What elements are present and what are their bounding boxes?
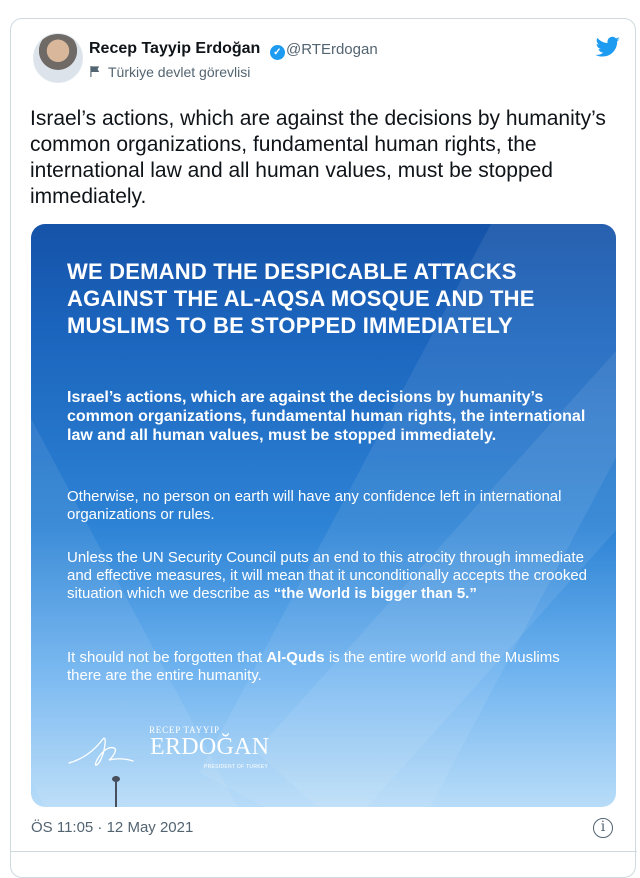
tweet-image[interactable] [31,224,616,807]
image-paragraph-3 [67,649,587,685]
flag-icon [90,66,101,77]
signature-first-name: RECEP TAYYIP [149,725,220,735]
signature-last-name: ERDOĞAN [150,734,270,760]
card-divider [11,851,637,852]
twitter-bird-icon[interactable] [594,34,621,61]
image-paragraph-2 [67,549,587,603]
image-paragraph-1: Otherwise, no person on earth will have any confidence left in international organizations or rules. [67,488,562,523]
minaret-silhouette [115,776,117,807]
account-label-text: Türkiye devlet görevlisi [108,64,251,80]
display-name-text[interactable]: Recep Tayyip Erdoğan [89,40,261,57]
info-icon[interactable]: i [593,818,613,838]
account-label [90,64,250,80]
paragraph-2-emphasis: “the World is bigger than 5.” [273,585,477,602]
signature-title: PRESIDENT OF TURKEY [204,764,269,770]
profile-avatar[interactable] [33,33,83,83]
paragraph-3-end: is the entire world and the Muslims there are the entire humanity. [67,649,560,684]
image-headline: WE DEMAND THE DESPICABLE ATTACKS AGAINST THE AL-AQSA MOSQUE AND THE MUSLIMS TO BE STOPPED IMMEDIATELY [67,259,535,338]
signature-block [67,714,297,804]
tweet-timestamp[interactable]: ÖS 11:05 · 12 May 2021 [31,819,194,836]
tweet-card[interactable] [10,18,636,878]
verified-badge-icon: ✓ [270,45,285,60]
display-name[interactable] [89,40,285,60]
user-handle[interactable]: @RTErdogan [286,41,378,58]
handwritten-signature [67,729,157,774]
image-lead-text: Israel’s actions, which are against the decisions by humanity’s common organizations, fundamental human rights, the international law and all human values, must be stopped immediately. [67,389,586,444]
paragraph-3-emphasis: Al-Quds [266,649,325,666]
paragraph-2-text: Unless the UN Security Council puts an end to this atrocity through immediate and effective measures, it will mean that it unconditionally accepts the crooked situation which we describe as [67,549,588,602]
paragraph-3-start: It should not be forgotten that [67,649,267,666]
tweet-text: Israel’s actions, which are against the decisions by humanity’s common organizations, fundamental human rights, the international law and all human values, must be stopped immediately. [30,107,606,208]
